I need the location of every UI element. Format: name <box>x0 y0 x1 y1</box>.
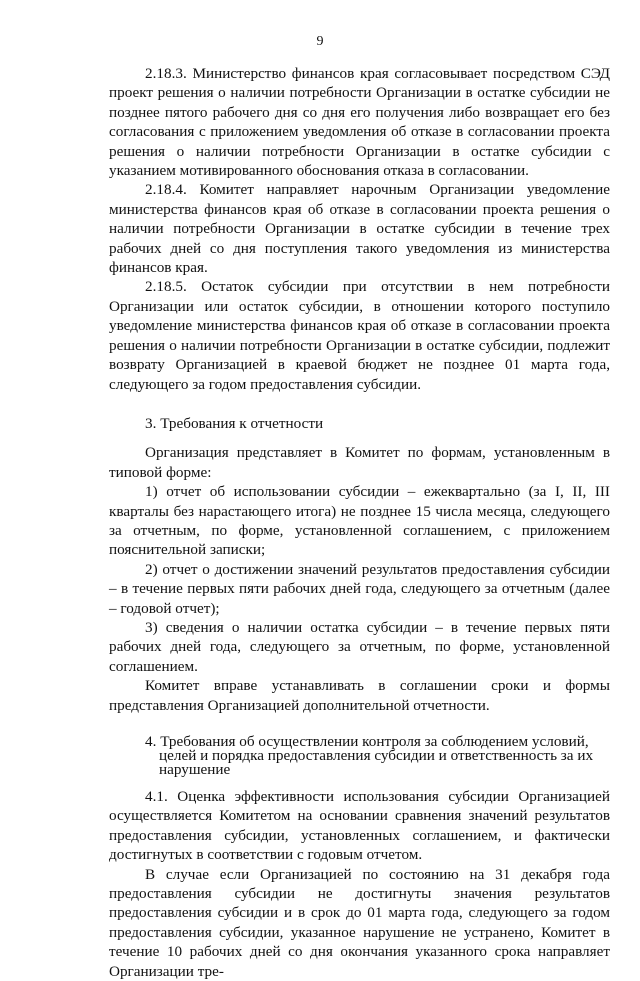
paragraph-2-18-4: 2.18.4. Комитет направляет нарочным Организации уведомление министерства финансов края об отказе в согласовании проекта решения о наличии потребности Организации в остатке субсидии в течение трех рабочих дней со дня поступления такого уведомления из министерства финансов края. <box>109 181 610 277</box>
section-3-item-1: 1) отчет об использовании субсидии – ежеквартально (за I, II, III кварталы без нарастающего итога) не позднее 15 числа месяца, следующего за отчетным, по форме, установленной соглашением, с приложением пояснительной записки; <box>109 483 610 559</box>
paragraph-4-1-case: В случае если Организацией по состоянию на 31 декабря года предоставления субсидии не достигнуты значения результатов предоставления субсидии и в срок до 01 марта года, следующего за годом предоставления субсидии, указанное нарушение не устранено, Комитет в течение 10 рабочих дней со дня окончания указанного срока направляет Организации тре- <box>109 865 610 980</box>
section-4-heading <box>109 735 610 777</box>
section-3-heading: 3. Требования к отчетности <box>145 414 324 432</box>
section-4-heading-text: 4. Требования об осуществлении контроля за соблюдением условий, целей и порядка предоставления субсидии и ответственность за их нарушение <box>145 733 594 778</box>
section-3-item-3: 3) сведения о наличии остатка субсидии – в течение первых пяти рабочих дней года, следующего за отчетным, по форме, установленной соглашением. <box>109 618 610 675</box>
section-3-closing: Комитет вправе устанавливать в соглашении сроки и формы представления Организацией дополнительной отчетности. <box>109 677 610 714</box>
paragraph-4-1: 4.1. Оценка эффективности использования субсидии Организацией осуществляется Комитетом на основании сравнения значений результатов предоставления субсидии, установленных соглашением, и фактически достигнутых в соответствии с годовым отчетом. <box>109 788 610 864</box>
paragraph-2-18-3: 2.18.3. Министерство финансов края согласовывает посредством СЭД проект решения о наличии потребности Организации в остатке субсидии не позднее пятого рабочего дня со дня его получения либо возвращает его без согласования с приложением уведомления об отказе в согласовании проекта решения о наличии потребности Организации в остатке субсидии с указанием мотивированного обоснования отказа в согласовании. <box>109 65 610 180</box>
page-number: 9 <box>316 34 324 49</box>
section-3-item-2: 2) отчет о достижении значений результатов предоставления субсидии – в течение первых пяти рабочих дней года, следующего за отчетным (далее – годовой отчет); <box>109 560 610 617</box>
document-body <box>109 64 610 981</box>
section-3-intro: Организация представляет в Комитет по формам, установленным в типовой форме: <box>109 444 610 481</box>
paragraph-2-18-5: 2.18.5. Остаток субсидии при отсутствии в нем потребности Организации или остаток субсидии, в отношении которого поступило уведомление министерства финансов края об отказе в согласовании проекта решения о наличии потребности Организации в остатке субсидии, подлежит возврату Организацией в краевой бюджет не позднее 01 марта года, следующего за годом предоставления субсидии. <box>109 278 610 393</box>
